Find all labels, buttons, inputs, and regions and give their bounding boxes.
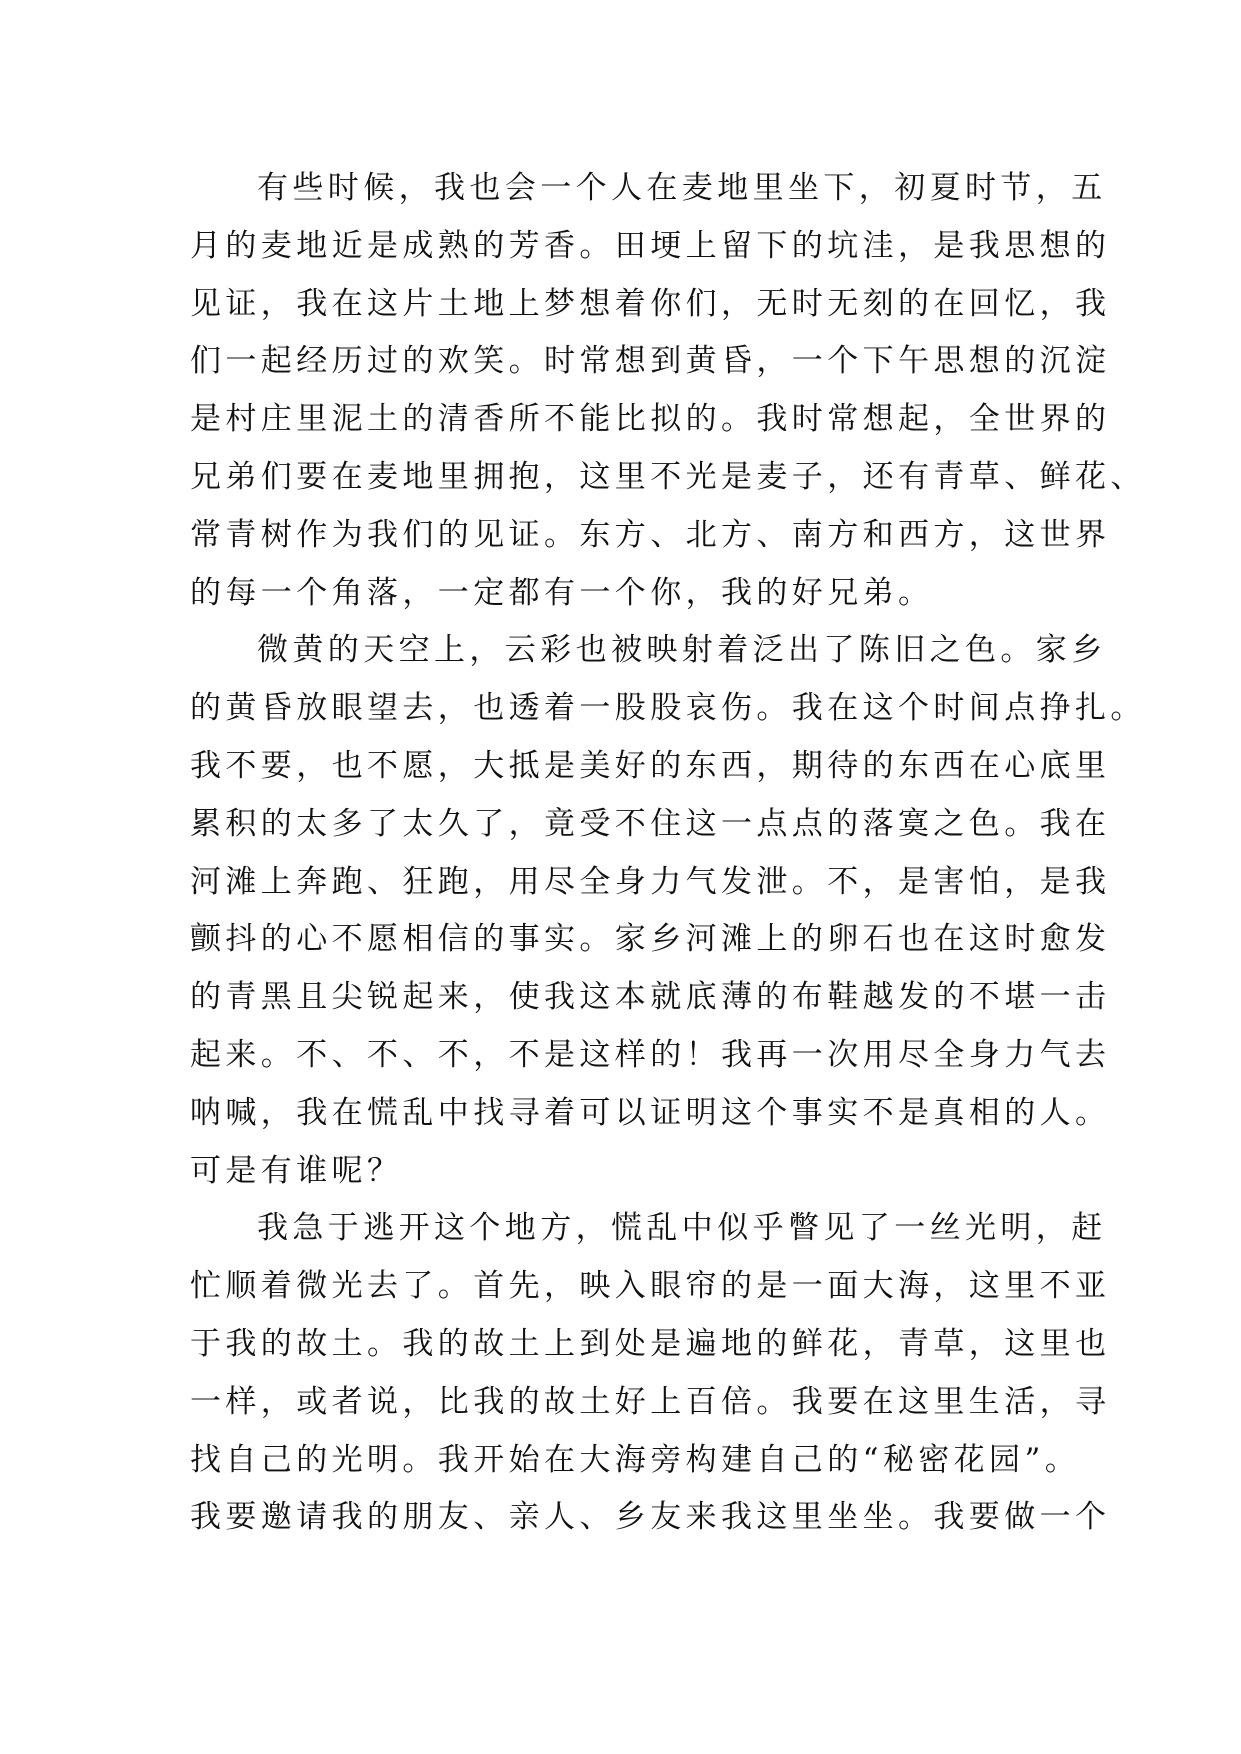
text-line: 我急于逃开这个地方，慌乱中似乎瞥见了一丝光明，赶 — [257, 1210, 1107, 1247]
text-line: 累积的太多了太久了，竟受不住这一点点的落寞之色。我在 — [190, 805, 1111, 842]
text-line: 呐喊，我在慌乱中找寻着可以证明这个事实不是真相的人。 — [190, 1094, 1111, 1131]
paragraph-3 — [190, 1200, 1111, 1547]
text-line: 起来。不、不、不，不是这样的！我再一次用尽全身力气去 — [190, 1036, 1111, 1073]
text-line: 我不要，也不愿，大抵是美好的东西，期待的东西在心底里 — [190, 747, 1111, 784]
text-line: 是村庄里泥土的清香所不能比拟的。我时常想起，全世界的 — [190, 401, 1111, 438]
text-line: 的黄昏放眼望去，也透着一股股哀伤。我在这个时间点挣扎。 — [190, 690, 1146, 727]
paragraph-2 — [190, 622, 1146, 1200]
text-line: 常青树作为我们的见证。东方、北方、南方和西方，这世界 — [190, 516, 1111, 553]
text-line: 可是有谁呢？ — [190, 1152, 403, 1189]
text-line: 于我的故土。我的故土上到处是遍地的鲜花，青草，这里也 — [190, 1325, 1111, 1362]
text-line: 们一起经历过的欢笑。时常想到黄昏，一个下午思想的沉淀 — [190, 343, 1111, 380]
text-line: 的每一个角落，一定都有一个你，我的好兄弟。 — [190, 574, 934, 611]
text-line: 颤抖的心不愿相信的事实。家乡河滩上的卵石也在这时愈发 — [190, 921, 1111, 958]
body-text — [190, 160, 1146, 1547]
text-line: 忙顺着微光去了。首先，映入眼帘的是一面大海，这里不亚 — [190, 1268, 1111, 1305]
text-line: 见证，我在这片土地上梦想着你们，无时无刻的在回忆，我 — [190, 285, 1111, 322]
text-line: 河滩上奔跑、狂跑，用尽全身力气发泄。不，是害怕，是我 — [190, 863, 1111, 900]
text-line: 一样，或者说，比我的故土好上百倍。我要在这里生活，寻 — [190, 1383, 1111, 1420]
text-line: 有些时候，我也会一个人在麦地里坐下，初夏时节，五 — [257, 170, 1107, 206]
text-line: 找自己的光明。我开始在大海旁构建自己的“秘密花园”。 — [190, 1441, 1081, 1478]
text-line: 微黄的天空上，云彩也被映射着泛出了陈旧之色。家乡 — [257, 632, 1107, 669]
text-line: 的青黑且尖锐起来，使我这本就底薄的布鞋越发的不堪一击 — [190, 979, 1111, 1016]
text-line: 月的麦地近是成熟的芳香。田埂上留下的坑洼，是我思想的 — [190, 227, 1111, 264]
text-line: 我要邀请我的朋友、亲人、乡友来我这里坐坐。我要做一个 — [190, 1499, 1111, 1536]
text-line: 兄弟们要在麦地里拥抱，这里不光是麦子，还有青草、鲜花、 — [190, 458, 1146, 495]
paragraph-1 — [190, 160, 1146, 622]
